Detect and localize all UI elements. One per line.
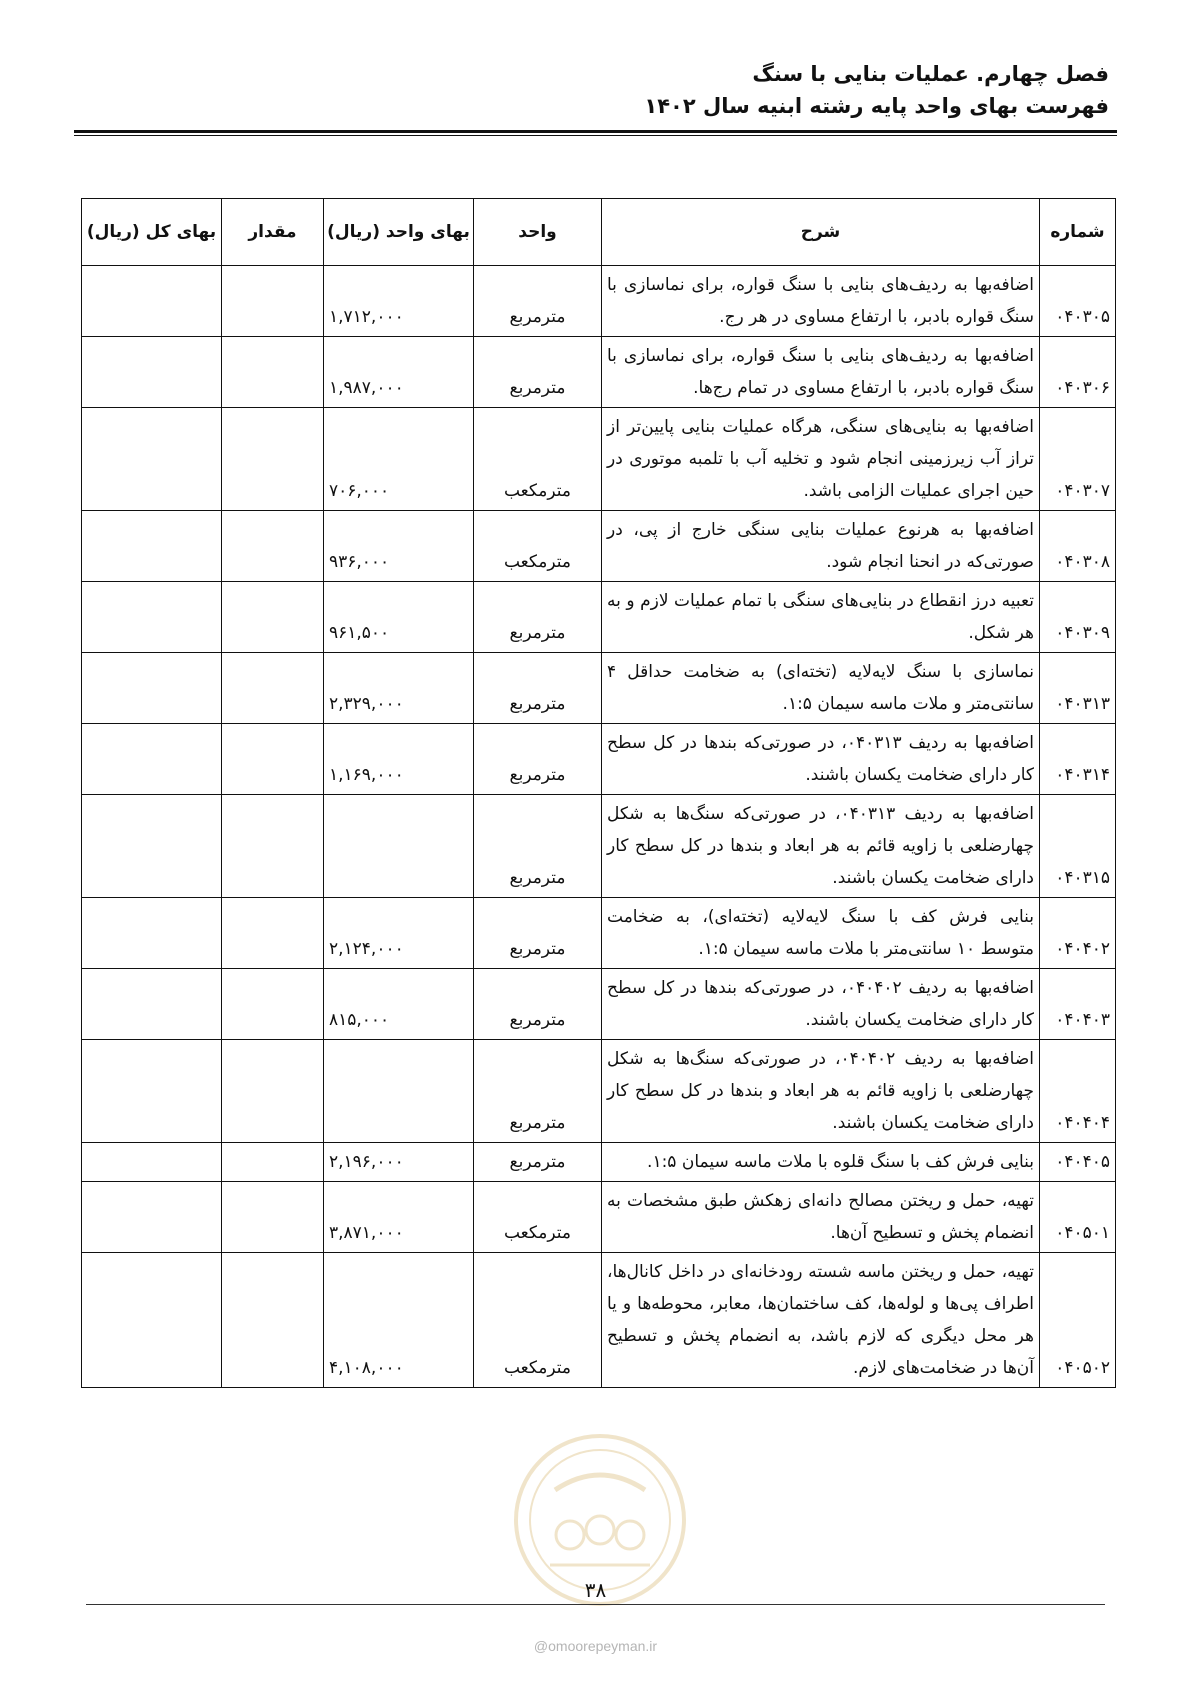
row-description: بنایی فرش کف با سنگ قلوه با ملات ماسه سیمان ۱:۵. — [602, 1143, 1040, 1182]
row-quantity — [222, 408, 324, 511]
row-code: ۰۴۰۵۰۲ — [1040, 1253, 1116, 1388]
table-row — [82, 898, 1116, 969]
table-row — [82, 1253, 1116, 1388]
row-code: ۰۴۰۳۰۹ — [1040, 582, 1116, 653]
row-code: ۰۴۰۳۰۵ — [1040, 266, 1116, 337]
row-unit: مترمکعب — [474, 1182, 602, 1253]
row-description: بنایی فرش کف با سنگ لایه‌لایه (تخته‌ای)، به ضخامت متوسط ۱۰ سانتی‌متر با ملات ماسه سیمان ۱:۵. — [602, 898, 1040, 969]
row-description: اضافه‌بها به ردیف ۰۴۰۴۰۲، در صورتی‌که بندها در کل سطح کار دارای ضخامت یکسان باشند. — [602, 969, 1040, 1040]
row-code: ۰۴۰۳۱۳ — [1040, 653, 1116, 724]
row-total-price — [82, 969, 222, 1040]
table-row — [82, 408, 1116, 511]
row-quantity — [222, 337, 324, 408]
website-watermark: @omoorepeyman.ir — [533, 1638, 658, 1654]
row-unit-price — [324, 795, 474, 898]
row-total-price — [82, 266, 222, 337]
row-description: اضافه‌بها به ردیف ۰۴۰۴۰۲، در صورتی‌که سنگ‌ها به شکل چهارضلعی با زاویه قائم به هر ابعاد و بندها در کل سطح کار دارای ضخامت یکسان باشند. — [602, 1040, 1040, 1143]
row-unit: مترمربع — [474, 795, 602, 898]
row-unit: مترمربع — [474, 969, 602, 1040]
row-description: تهیه، حمل و ریختن ماسه شسته رودخانه‌ای در داخل کانال‌ها، اطراف پی‌ها و لوله‌ها، کف ساختمان‌ها، معابر، محوطه‌ها و یا هر محل دیگری که لازم باشد، به انضمام پخش و تسطیح آن‌ها در ضخامت‌های لازم. — [602, 1253, 1040, 1388]
row-code: ۰۴۰۴۰۳ — [1040, 969, 1116, 1040]
row-quantity — [222, 1143, 324, 1182]
table-row — [82, 653, 1116, 724]
row-unit: مترمربع — [474, 1143, 602, 1182]
column-header-description: شرح — [602, 199, 1040, 266]
book-title: فهرست بهای واحد پایه رشته ابنیه سال ۱۴۰۲ — [644, 94, 1109, 118]
row-unit-price: ۴,۱۰۸,۰۰۰ — [324, 1253, 474, 1388]
row-unit-price: ۱,۹۸۷,۰۰۰ — [324, 337, 474, 408]
row-quantity — [222, 653, 324, 724]
table-row — [82, 795, 1116, 898]
row-description: اضافه‌بها به بنایی‌های سنگی، هرگاه عملیات بنایی پایین‌تر از تراز آب زیرزمینی انجام شود و تخلیه آب با تلمبه موتوری در حین اجرای عملیات الزامی باشد. — [602, 408, 1040, 511]
row-total-price — [82, 795, 222, 898]
table-row — [82, 337, 1116, 408]
row-code: ۰۴۰۵۰۱ — [1040, 1182, 1116, 1253]
row-description: اضافه‌بها به ردیف‌های بنایی با سنگ قواره، برای نماسازی با سنگ قواره بادبر، با ارتفاع مساوی در تمام رج‌ها. — [602, 337, 1040, 408]
row-unit: مترمکعب — [474, 408, 602, 511]
table-row — [82, 724, 1116, 795]
table-row — [82, 266, 1116, 337]
row-quantity — [222, 795, 324, 898]
row-unit: مترمربع — [474, 582, 602, 653]
row-description: اضافه‌بها به ردیف ۰۴۰۳۱۳، در صورتی‌که بندها در کل سطح کار دارای ضخامت یکسان باشند. — [602, 724, 1040, 795]
row-unit-price: ۳,۸۷۱,۰۰۰ — [324, 1182, 474, 1253]
column-header-unit: واحد — [474, 199, 602, 266]
row-unit: مترمربع — [474, 898, 602, 969]
column-header-code: شماره — [1040, 199, 1116, 266]
row-unit-price: ۲,۱۲۴,۰۰۰ — [324, 898, 474, 969]
page-header — [69, 58, 1109, 122]
footer-rule — [86, 1604, 1105, 1605]
row-unit: مترمربع — [474, 337, 602, 408]
row-unit-price: ۹۳۶,۰۰۰ — [324, 511, 474, 582]
row-quantity — [222, 969, 324, 1040]
row-code: ۰۴۰۴۰۴ — [1040, 1040, 1116, 1143]
row-total-price — [82, 408, 222, 511]
table-row — [82, 969, 1116, 1040]
row-quantity — [222, 1182, 324, 1253]
page-number: ۳۸ — [584, 1578, 607, 1602]
row-unit: مترمربع — [474, 266, 602, 337]
price-list-table — [81, 198, 1116, 1388]
table-row — [82, 582, 1116, 653]
row-code: ۰۴۰۴۰۵ — [1040, 1143, 1116, 1182]
row-unit: مترمربع — [474, 1040, 602, 1143]
row-description: اضافه‌بها به ردیف ۰۴۰۳۱۳، در صورتی‌که سنگ‌ها به شکل چهارضلعی با زاویه قائم به هر ابعاد و بندها در کل سطح کار دارای ضخامت یکسان باشند. — [602, 795, 1040, 898]
row-total-price — [82, 582, 222, 653]
row-total-price — [82, 653, 222, 724]
row-code: ۰۴۰۳۰۶ — [1040, 337, 1116, 408]
row-code: ۰۴۰۳۰۷ — [1040, 408, 1116, 511]
row-quantity — [222, 724, 324, 795]
row-quantity — [222, 1040, 324, 1143]
row-quantity — [222, 898, 324, 969]
row-total-price — [82, 1182, 222, 1253]
header-rule-thin — [74, 135, 1117, 136]
row-unit-price: ۸۱۵,۰۰۰ — [324, 969, 474, 1040]
row-unit-price: ۹۶۱,۵۰۰ — [324, 582, 474, 653]
row-quantity — [222, 582, 324, 653]
column-header-unit-price: بهای واحد (ریال) — [324, 199, 474, 266]
row-unit: مترمربع — [474, 653, 602, 724]
row-unit-price: ۱,۷۱۲,۰۰۰ — [324, 266, 474, 337]
row-description: اضافه‌بها به ردیف‌های بنایی با سنگ قواره، برای نماسازی با سنگ قواره بادبر، با ارتفاع مساوی در هر رج. — [602, 266, 1040, 337]
table-row — [82, 1182, 1116, 1253]
row-quantity — [222, 266, 324, 337]
table-header-row — [82, 199, 1116, 266]
row-code: ۰۴۰۳۱۵ — [1040, 795, 1116, 898]
table-row — [82, 1143, 1116, 1182]
table-row — [82, 1040, 1116, 1143]
row-unit: مترمربع — [474, 724, 602, 795]
row-total-price — [82, 898, 222, 969]
row-unit: مترمکعب — [474, 1253, 602, 1388]
column-header-quantity: مقدار — [222, 199, 324, 266]
row-unit-price — [324, 1040, 474, 1143]
row-code: ۰۴۰۳۱۴ — [1040, 724, 1116, 795]
row-total-price — [82, 337, 222, 408]
row-code: ۰۴۰۴۰۲ — [1040, 898, 1116, 969]
row-description: نماسازی با سنگ لایه‌لایه (تخته‌ای) به ضخامت حداقل ۴ سانتی‌متر و ملات ماسه سیمان ۱:۵. — [602, 653, 1040, 724]
row-quantity — [222, 511, 324, 582]
row-total-price — [82, 1143, 222, 1182]
row-quantity — [222, 1253, 324, 1388]
row-total-price — [82, 1253, 222, 1388]
row-total-price — [82, 1040, 222, 1143]
row-unit-price: ۲,۳۲۹,۰۰۰ — [324, 653, 474, 724]
row-description: اضافه‌بها به هرنوع عملیات بنایی سنگی خارج از پی، در صورتی‌که در انحنا انجام شود. — [602, 511, 1040, 582]
row-unit-price: ۲,۱۹۶,۰۰۰ — [324, 1143, 474, 1182]
chapter-title: فصل چهارم. عملیات بنایی با سنگ — [752, 62, 1109, 86]
row-unit-price: ۱,۱۶۹,۰۰۰ — [324, 724, 474, 795]
row-description: تعبیه درز انقطاع در بنایی‌های سنگی با تمام عملیات لازم و به هر شکل. — [602, 582, 1040, 653]
row-unit-price: ۷۰۶,۰۰۰ — [324, 408, 474, 511]
row-total-price — [82, 511, 222, 582]
row-code: ۰۴۰۳۰۸ — [1040, 511, 1116, 582]
row-total-price — [82, 724, 222, 795]
header-rule-thick — [74, 130, 1117, 133]
row-unit: مترمکعب — [474, 511, 602, 582]
row-description: تهیه، حمل و ریختن مصالح دانه‌ای زهکش طبق مشخصات به انضمام پخش و تسطیح آن‌ها. — [602, 1182, 1040, 1253]
column-header-total-price: بهای کل (ریال) — [82, 199, 222, 266]
table-row — [82, 511, 1116, 582]
